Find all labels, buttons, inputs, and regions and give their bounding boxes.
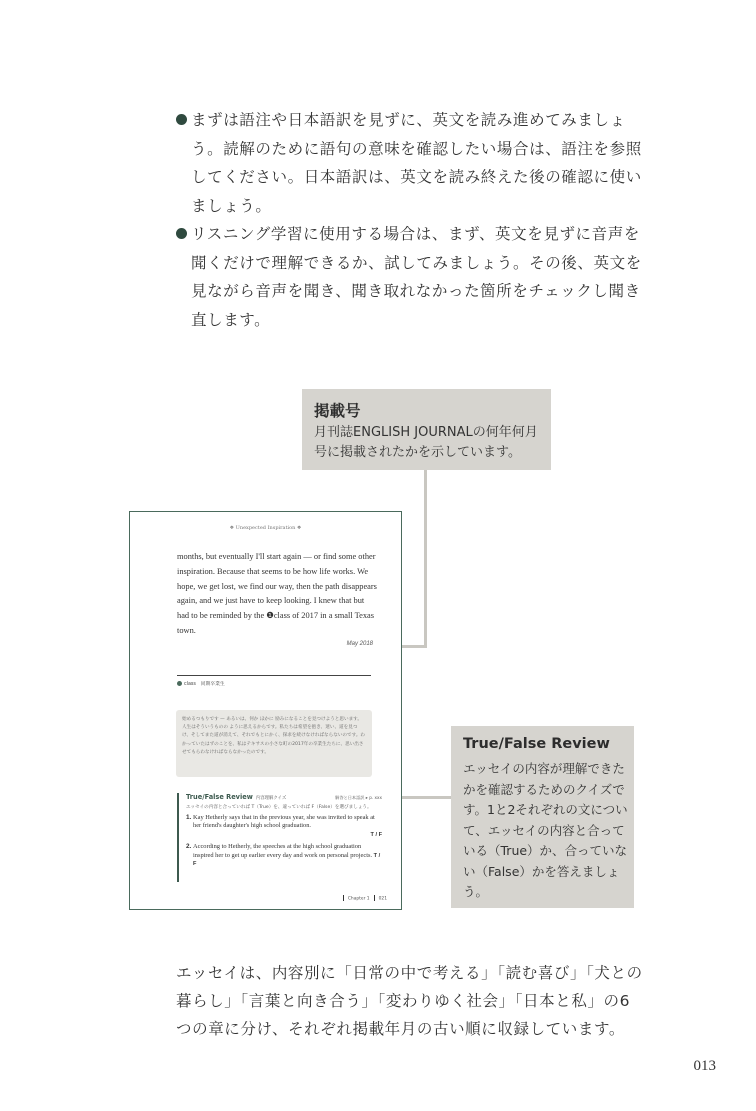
running-head: ❖ Unexpected Inspiration ❖ bbox=[229, 525, 302, 531]
instruction-bullets bbox=[176, 106, 646, 334]
callout-review-title: True/False Review bbox=[463, 736, 610, 752]
callout-issue-body: 月刊誌ENGLISH JOURNALの何年何月号に掲載されたかを示しています。 bbox=[314, 425, 538, 460]
tf-choice: T / F bbox=[370, 831, 382, 838]
page-number: 013 bbox=[693, 1058, 716, 1074]
bullet-dot-icon bbox=[176, 114, 187, 125]
tf-subtitle: 内容理解クイズ bbox=[255, 796, 287, 801]
tf-instruction: エッセイの内容と合っていれば T（True）を、違っていれば F（False）を選びましょう。 bbox=[186, 805, 372, 810]
bullet-item bbox=[176, 106, 646, 220]
gloss-note bbox=[177, 680, 225, 687]
footer-chapter: Chapter 1 bbox=[347, 896, 370, 901]
chapter-description: エッセイは、内容別に「日常の中で考える」「読む喜び」「犬との暮らし」「言葉と向き合う」「変わりゆく社会」「日本と私」の6つの章に分け、それぞれ掲載年月の古い順に収録しています。 bbox=[176, 964, 643, 1038]
bullet-dot-icon bbox=[176, 228, 187, 239]
question-number: 1. bbox=[186, 814, 192, 821]
issue-date: May 2018 bbox=[346, 641, 373, 647]
callout-issue-title: 掲載号 bbox=[314, 402, 361, 420]
divider bbox=[177, 675, 371, 676]
tf-choice: T / F bbox=[193, 852, 381, 868]
gloss-text: class 同期卒業生 bbox=[184, 682, 225, 687]
japanese-translation: 始めるつもりです — あるいは、何か ほかに 励みになることを見つけようと思います。人生はそういうものの ように思えるからです。私たちは希望を抱き、迷い、道を見つけ、そしてまた道が消えて、それでもとにかく、探求を続けなければならないのです。わかっていたはずのことを、私はテキサスの小さな町の2017年の卒業生たちに、思い出させてもらわなければならなかったのです。 bbox=[176, 710, 372, 777]
footer-page: 021 bbox=[378, 896, 387, 901]
bullet-item bbox=[176, 220, 646, 334]
tf-title: True/False Review bbox=[186, 793, 253, 801]
callout-review bbox=[451, 726, 634, 908]
tf-question bbox=[186, 843, 382, 868]
bullet-text: リスニング学習に使用する場合は、まず、英文を見ずに音声を聞くだけで理解できるか、試してみましょう。その後、英文を見ながら音声を聞き、聞き取れなかった箇所をチェックし聞き直します。 bbox=[191, 225, 642, 329]
gloss-number-icon bbox=[177, 681, 182, 686]
bullet-text: まずは語注や日本語訳を見ずに、英文を読み進めてみましょう。読解のために語句の意味を確認したい場合は、語注を参照してください。日本語訳は、英文を読み終えた後の確認に使いましょう。 bbox=[191, 111, 642, 215]
tf-question bbox=[186, 814, 382, 839]
divider bbox=[343, 895, 344, 901]
callout-review-body: エッセイの内容が理解できたかを確認するためのクイズです。1と2それぞれの文について、エッセイの内容と合っている（True）か、合っていない（False）かを答えましょう。 bbox=[463, 761, 628, 899]
thumbnail-footer bbox=[339, 895, 387, 902]
question-number: 2. bbox=[186, 843, 192, 851]
true-false-box bbox=[177, 793, 382, 882]
connector-line bbox=[424, 470, 427, 648]
sample-page-thumbnail bbox=[129, 511, 402, 910]
tf-answer-ref: 解答と日本語訳 ▸ p. xxx bbox=[335, 795, 382, 800]
question-text: According to Hetherly, the speeches at the high school graduation inspired her to get up earlier every day and work on personal projects. bbox=[193, 843, 373, 859]
callout-issue bbox=[302, 389, 551, 470]
essay-paragraph: months, but eventually I'll start again — or find some other inspiration. Because that seems to be how life works. We hope, we get lost, we find our way, then the path disappears again, and we just have to keep looking. I knew that but had to be reminded by the ❶class of 2017 in a small Texas town. bbox=[177, 552, 377, 635]
question-text: Kay Hetherly says that in the previous year, she was invited to speak at her friend's daughter's high school graduation. bbox=[193, 814, 375, 830]
divider bbox=[374, 895, 375, 901]
